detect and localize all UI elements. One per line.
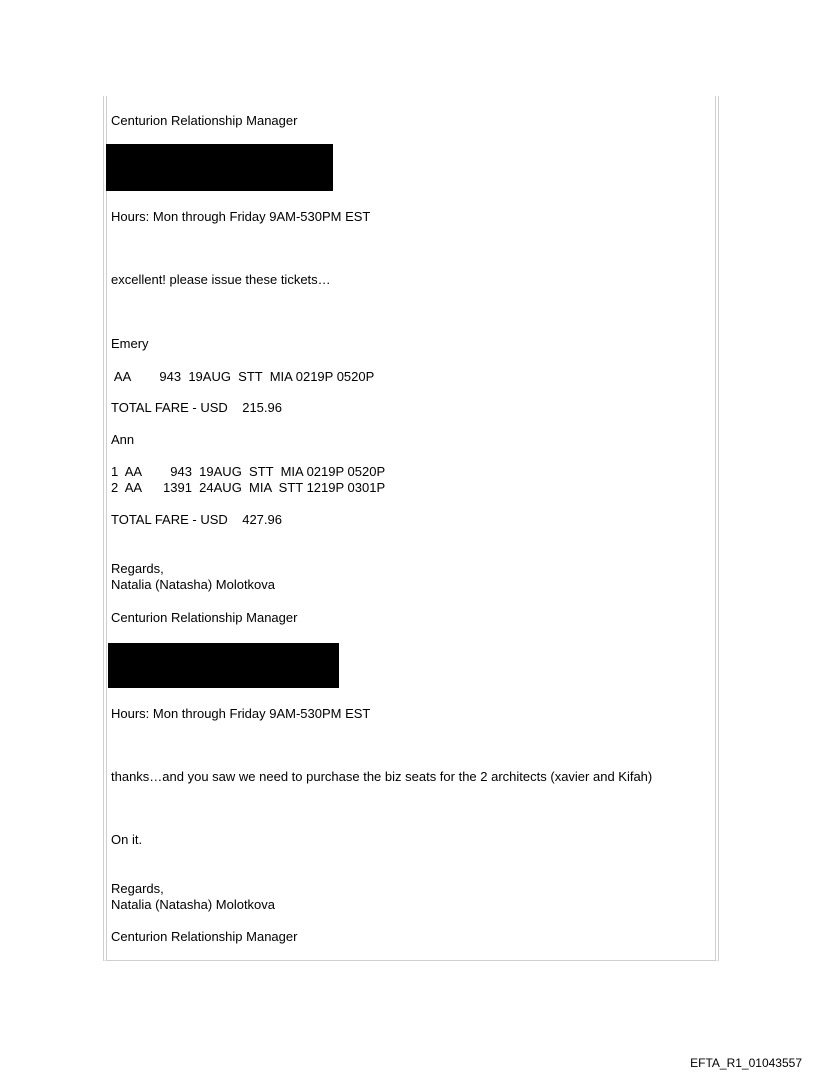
office-hours: Hours: Mon through Friday 9AM-530PM EST [111,209,371,224]
closing: Regards, [111,881,164,896]
message-thanks: thanks…and you saw we need to purchase the biz seats for the 2 architects (xavier and Kifah) [111,769,653,784]
flight-segment: AA 943 19AUG STT MIA 0219P 0520P [111,369,375,384]
passenger-name: Ann [111,432,135,447]
redaction-box [106,144,333,191]
message-onit: On it. [111,832,143,847]
total-fare: TOTAL FARE - USD 215.96 [111,400,282,415]
bates-number: EFTA_R1_01043557 [690,1056,802,1070]
office-hours: Hours: Mon through Friday 9AM-530PM EST [111,706,371,721]
flight-segment: 1 AA 943 19AUG STT MIA 0219P 0520P [111,464,386,479]
message-request: excellent! please issue these tickets… [111,272,331,287]
sender-name: Natalia (Natasha) Molotkova [111,897,276,912]
passenger-name: Emery [111,336,149,351]
redaction-box [108,643,339,688]
signature-title: Centurion Relationship Manager [111,610,298,625]
total-fare: TOTAL FARE - USD 427.96 [111,512,282,527]
signature-title: Centurion Relationship Manager [111,929,298,944]
flight-segment: 2 AA 1391 24AUG MIA STT 1219P 0301P [111,480,386,495]
signature-title: Centurion Relationship Manager [111,113,298,128]
sender-name: Natalia (Natasha) Molotkova [111,577,276,592]
closing: Regards, [111,561,164,576]
email-thread-frame [103,96,719,961]
